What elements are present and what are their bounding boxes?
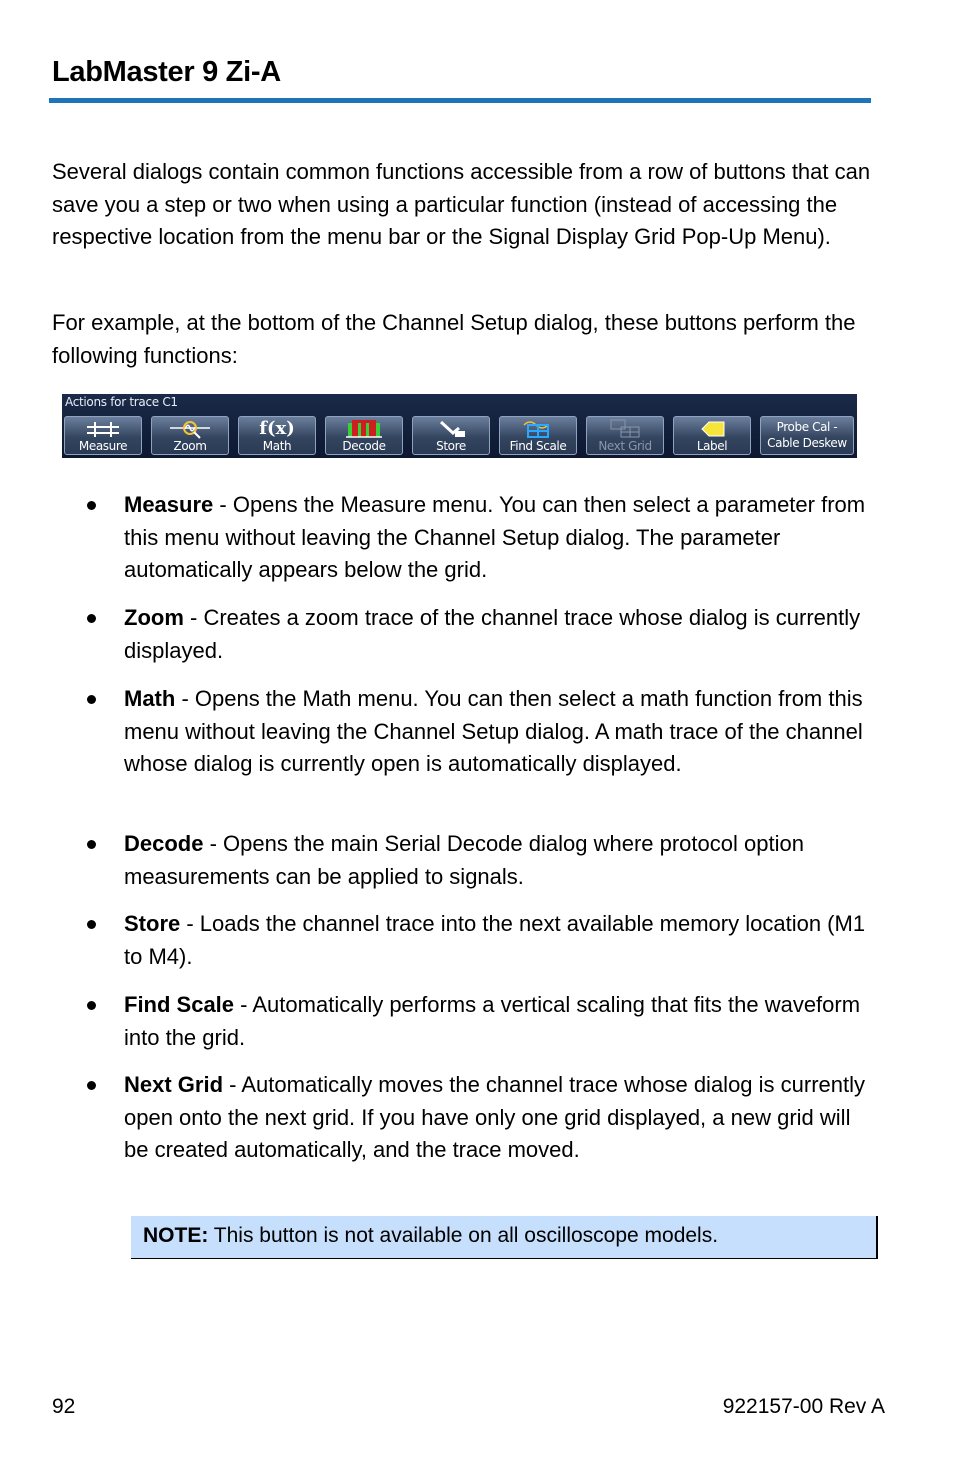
bullet-term: Next Grid: [124, 1072, 224, 1097]
bullet-dot: [87, 1001, 96, 1010]
next-grid-button-label: Next Grid: [598, 439, 652, 453]
bullet-text: - Loads the channel trace into the next available memory location (M1 to M4).: [124, 911, 866, 969]
measure-button[interactable]: [64, 416, 142, 455]
intro-paragraph-1: Several dialogs contain common functions accessible from a row of buttons that can save you a step or two when using a particular function (instead of accessing the respective location from the menu bar or the Signal Display Grid Pop-Up Menu).: [52, 159, 871, 249]
list-item: [124, 489, 874, 587]
bullet-dot: [87, 501, 96, 510]
intro-paragraph-2: For example, at the bottom of the Channel Setup dialog, these buttons perform the following functions:: [52, 310, 856, 368]
bullet-text: - Opens the Math menu. You can then select a math function from this menu without leaving the Channel Setup dialog. A math trace of the channel whose dialog is currently open is automatically displayed.: [124, 686, 863, 776]
bullet-dot: [87, 614, 96, 623]
probe-cal-cable-deskew-button[interactable]: [760, 416, 854, 455]
math-button[interactable]: [238, 416, 316, 455]
page-number: 92: [52, 1395, 76, 1418]
decode-icon: [344, 419, 384, 439]
next-grid-button[interactable]: [586, 416, 664, 455]
store-button[interactable]: [412, 416, 490, 455]
decode-button-label: Decode: [342, 439, 386, 453]
bullet-dot: [87, 920, 96, 929]
bullet-term: Math: [124, 686, 176, 711]
zoom-button[interactable]: [151, 416, 229, 455]
math-button-label: Math: [262, 439, 292, 453]
list-item: [124, 683, 874, 781]
bullet-text: - Opens the main Serial Decode dialog where protocol option measurements can be applied to signals.: [124, 831, 804, 889]
bullet-text: - Creates a zoom trace of the channel trace whose dialog is currently displayed.: [124, 605, 861, 663]
bullet-term: Decode: [124, 831, 204, 856]
toolbar-caption: Actions for trace C1: [65, 395, 178, 409]
find-scale-button-label: Find Scale: [509, 439, 567, 453]
label-icon: [692, 419, 732, 439]
bullet-dot: [87, 1081, 96, 1090]
bullet-term: Zoom: [124, 605, 184, 630]
bullet-text: - Automatically performs a vertical scaling that fits the waveform into the grid.: [124, 992, 861, 1050]
find-scale-icon: [518, 419, 558, 439]
next-grid-icon: [605, 419, 645, 439]
actions-toolbar: [62, 394, 857, 458]
bullet-text: - Opens the Measure menu. You can then select a parameter from this menu without leaving the Channel Setup dialog. The parameter automatically appears below the grid.: [124, 492, 866, 582]
math-icon: f(x): [259, 418, 295, 439]
decode-button[interactable]: [325, 416, 403, 455]
store-icon: [431, 419, 471, 439]
page-title: LabMaster 9 Zi-A: [52, 56, 281, 88]
list-item: [124, 1069, 874, 1167]
document-id: 922157-00 Rev A: [722, 1395, 885, 1418]
bullet-text: - Automatically moves the channel trace whose dialog is currently open onto the next grid. If you have only one grid displayed, a new grid will be created automatically, and the trace moved.: [124, 1072, 866, 1162]
note-text: This button is not available on all oscilloscope models.: [208, 1224, 719, 1247]
probe-cal-label-line2: Cable Deskew: [767, 436, 847, 450]
bullet-dot: [87, 840, 96, 849]
header-rule: [49, 98, 871, 103]
list-item: [124, 989, 874, 1054]
label-button-label: Label: [696, 439, 728, 453]
note-label: NOTE:: [143, 1224, 209, 1247]
measure-button-label: Measure: [78, 439, 128, 453]
list-item: [124, 908, 874, 973]
note-box: [131, 1216, 878, 1259]
measure-icon: [83, 419, 123, 439]
bullet-term: Measure: [124, 492, 214, 517]
store-button-label: Store: [436, 439, 466, 453]
zoom-icon: [168, 419, 212, 439]
bullet-dot: [87, 695, 96, 704]
find-scale-button[interactable]: [499, 416, 577, 455]
list-item: [124, 828, 874, 893]
list-item: [124, 602, 874, 667]
bullet-term: Store: [124, 911, 181, 936]
probe-cal-label-line1: Probe Cal -: [776, 420, 838, 434]
label-button[interactable]: [673, 416, 751, 455]
zoom-button-label: Zoom: [173, 439, 207, 453]
bullet-term: Find Scale: [124, 992, 235, 1017]
